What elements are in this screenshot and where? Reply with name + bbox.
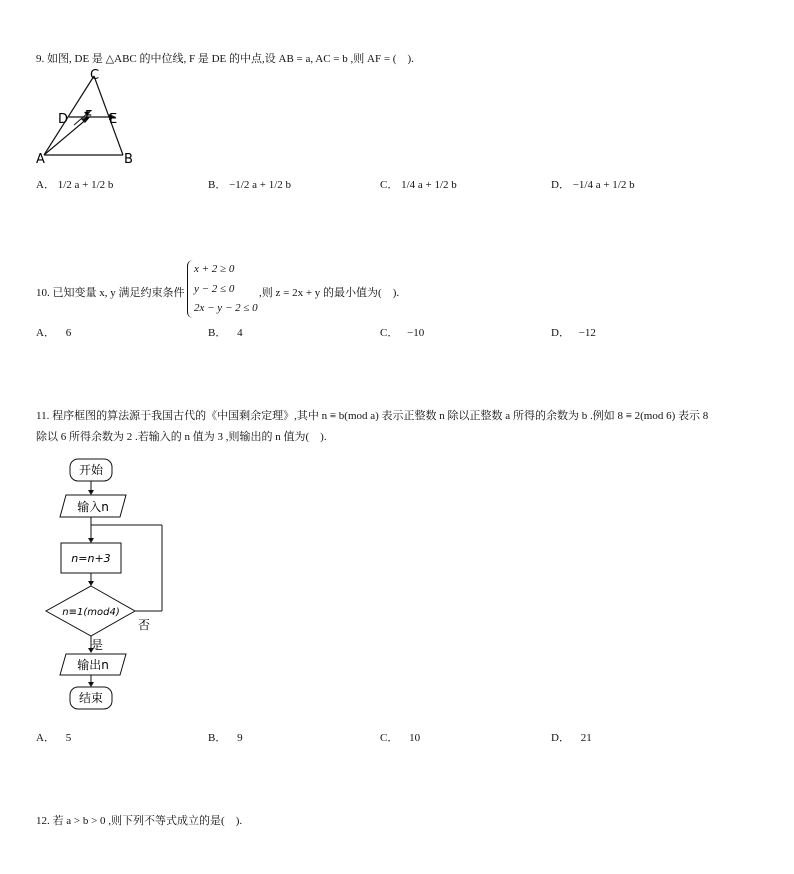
q9-stem [36, 50, 414, 66]
q10-constraint-2: y − 2 ≤ 0 [194, 283, 235, 295]
q12-stem: 12. 若 a > b > 0 ,则下列不等式成立的是( ). [36, 815, 243, 827]
q9-option-a[interactable] [36, 176, 113, 192]
q10-option-a[interactable] [36, 324, 71, 340]
q11-option-b-value: 9 [237, 732, 243, 744]
q9-label-c: C [90, 68, 100, 83]
q11-option-a[interactable] [36, 729, 71, 745]
q11-stem-line2: 除以 6 所得余数为 2 .若输入的 n 值为 3 ,则输出的 n 值为( ). [36, 431, 327, 443]
q9-label-b: B [124, 152, 133, 166]
q9-label-e: E [109, 112, 118, 127]
q9-option-c-expr: 1/4 a + 1/2 b [401, 179, 457, 191]
q10-option-a-value: 6 [65, 327, 72, 339]
q9-option-b-expr: −1/2 a + 1/2 b [229, 179, 291, 191]
q10-option-c-value: −10 [407, 327, 425, 339]
q10-option-b[interactable] [208, 324, 243, 340]
flow-end: 结束 [78, 691, 104, 705]
q11-flowchart [40, 455, 180, 717]
q11-option-d-value: 21 [580, 732, 592, 744]
q9-option-a-letter: A． [36, 179, 55, 191]
q11-option-b-letter: B． [208, 732, 227, 744]
q10-option-d[interactable] [551, 324, 596, 340]
flow-yes-label: 是 [91, 638, 104, 652]
q9-option-c-letter: C． [380, 179, 399, 191]
q10-option-b-value: 4 [237, 327, 243, 339]
q9-option-d[interactable] [551, 176, 635, 192]
q9-label-a: A [36, 152, 45, 166]
flow-no-label: 否 [138, 618, 151, 632]
q11-option-c-value: 10 [409, 732, 421, 744]
flow-input: 输入n [77, 500, 109, 514]
q9-option-d-expr: −1/4 a + 1/2 b [572, 179, 635, 191]
flow-decision: n≡1(mod4) [62, 607, 120, 618]
q11-option-a-letter: A． [36, 732, 55, 744]
q11-option-c-letter: C． [380, 732, 399, 744]
q11-option-c[interactable] [380, 729, 420, 745]
q9-option-b-letter: B． [208, 179, 227, 191]
q9-option-c[interactable] [380, 176, 457, 192]
q10-option-d-letter: D． [551, 327, 570, 339]
q9-stem-text: 9. 如图, DE 是 △ABC 的中位线, F 是 DE 的中点,设 AB = a, AC = b ,则 AF = ( ). [36, 53, 414, 65]
q10-option-a-letter: A． [36, 327, 55, 339]
q10-stem-pre: 10. 已知变量 x, y 满足约束条件 [36, 287, 185, 299]
q10-option-d-value: −12 [578, 327, 596, 339]
flow-output: 输出n [77, 658, 109, 672]
q11-option-a-value: 5 [65, 732, 72, 744]
q11-option-b[interactable] [208, 729, 243, 745]
q10-constraint-3: 2x − y − 2 ≤ 0 [194, 302, 258, 314]
q10-option-c-letter: C． [380, 327, 399, 339]
q9-label-f: F [85, 109, 93, 124]
q9-option-b[interactable] [208, 176, 291, 192]
q10-option-c[interactable] [380, 324, 424, 340]
q11-stem-line1: 11. 程序框图的算法源于我国古代的《中国剩余定理》,其中 n ≡ b(mod a) 表示正整数 n 除以正整数 a 所得的余数为 b .例如 8 ≡ 2(mod 6) 表示 8 [36, 410, 709, 422]
q10-stem-post: ,则 z = 2x + y 的最小值为( ). [259, 287, 400, 299]
q11-option-d[interactable] [551, 729, 592, 745]
q10-option-b-letter: B． [208, 327, 227, 339]
q9-label-d: D [58, 112, 69, 127]
flow-start: 开始 [78, 463, 104, 477]
q9-option-d-letter: D． [551, 179, 570, 191]
flow-process: n=n+3 [71, 552, 111, 565]
q10-constraint-1: x + 2 ≥ 0 [194, 263, 235, 275]
q11-option-d-letter: D． [551, 732, 570, 744]
q9-option-a-expr: 1/2 a + 1/2 b [57, 179, 114, 191]
q9-triangle-figure [34, 66, 144, 166]
